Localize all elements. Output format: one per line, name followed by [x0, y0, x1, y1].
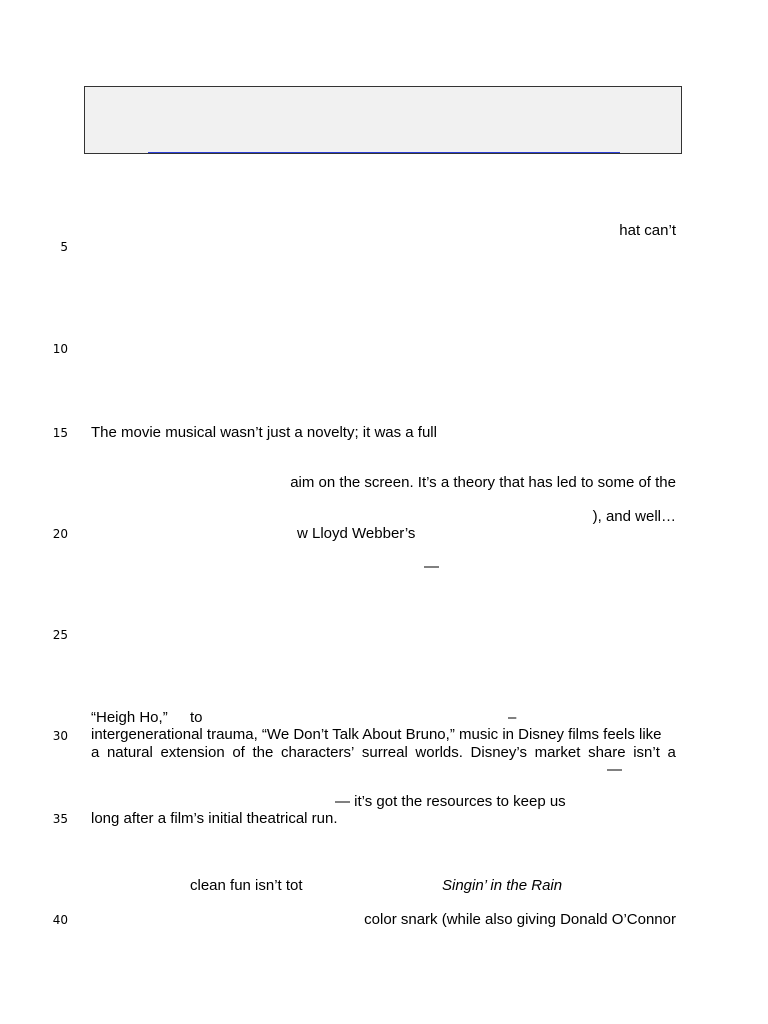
line-number-35: 35 — [52, 812, 68, 826]
word: characters’ — [280, 744, 355, 761]
word: share — [588, 744, 626, 761]
text-trauma-line: intergenerational trauma, “We Don’t Talk About Bruno,” music in Disney films feels like — [91, 726, 662, 743]
header-box — [84, 86, 682, 154]
text-movie-musical: The movie musical wasn’t just a novelty; it was a full — [91, 424, 437, 441]
line-number-5: 5 — [60, 240, 68, 254]
line-number-40: 40 — [52, 913, 68, 927]
text-color-snark: color snark (while also giving Donald O’Connor — [364, 911, 676, 928]
word: a — [91, 744, 100, 761]
text-hat-cant: hat can’t — [619, 222, 676, 239]
word: isn’t — [633, 744, 660, 761]
word: a — [667, 744, 676, 761]
text-and-well: ), and well… — [592, 508, 676, 525]
text-lloyd-webber: w Lloyd Webber’s — [297, 525, 416, 542]
word: market — [534, 744, 581, 761]
word: extension — [160, 744, 225, 761]
word: of — [232, 744, 245, 761]
line-number-25: 25 — [52, 628, 68, 642]
text-singin-title: Singin’ in the Rain — [442, 877, 563, 894]
text-dash-1: — — [424, 558, 439, 575]
text-dash-3: — — [607, 761, 622, 778]
text-long-after: long after a film’s initial theatrical run. — [91, 810, 338, 827]
line-number-30: 30 — [52, 729, 68, 743]
word: natural — [106, 744, 153, 761]
text-to: to — [190, 709, 203, 726]
word: surreal — [361, 744, 408, 761]
word: worlds. — [415, 744, 463, 761]
text-dash-2: – — [508, 709, 517, 726]
text-aim-on-screen: aim on the screen. It’s a theory that has led to some of the — [290, 474, 676, 491]
header-link-underline[interactable] — [148, 152, 620, 153]
text-clean-fun: clean fun isn’t tot — [190, 877, 303, 894]
word: the — [252, 744, 274, 761]
text-heigh-ho: “Heigh Ho,” — [91, 709, 168, 726]
line-number-20: 20 — [52, 527, 68, 541]
line-number-10: 10 — [52, 342, 68, 356]
word: Disney’s — [470, 744, 527, 761]
text-resources: — it’s got the resources to keep us — [335, 793, 566, 810]
text-natural-extension-line — [91, 744, 676, 762]
line-number-15: 15 — [52, 426, 68, 440]
